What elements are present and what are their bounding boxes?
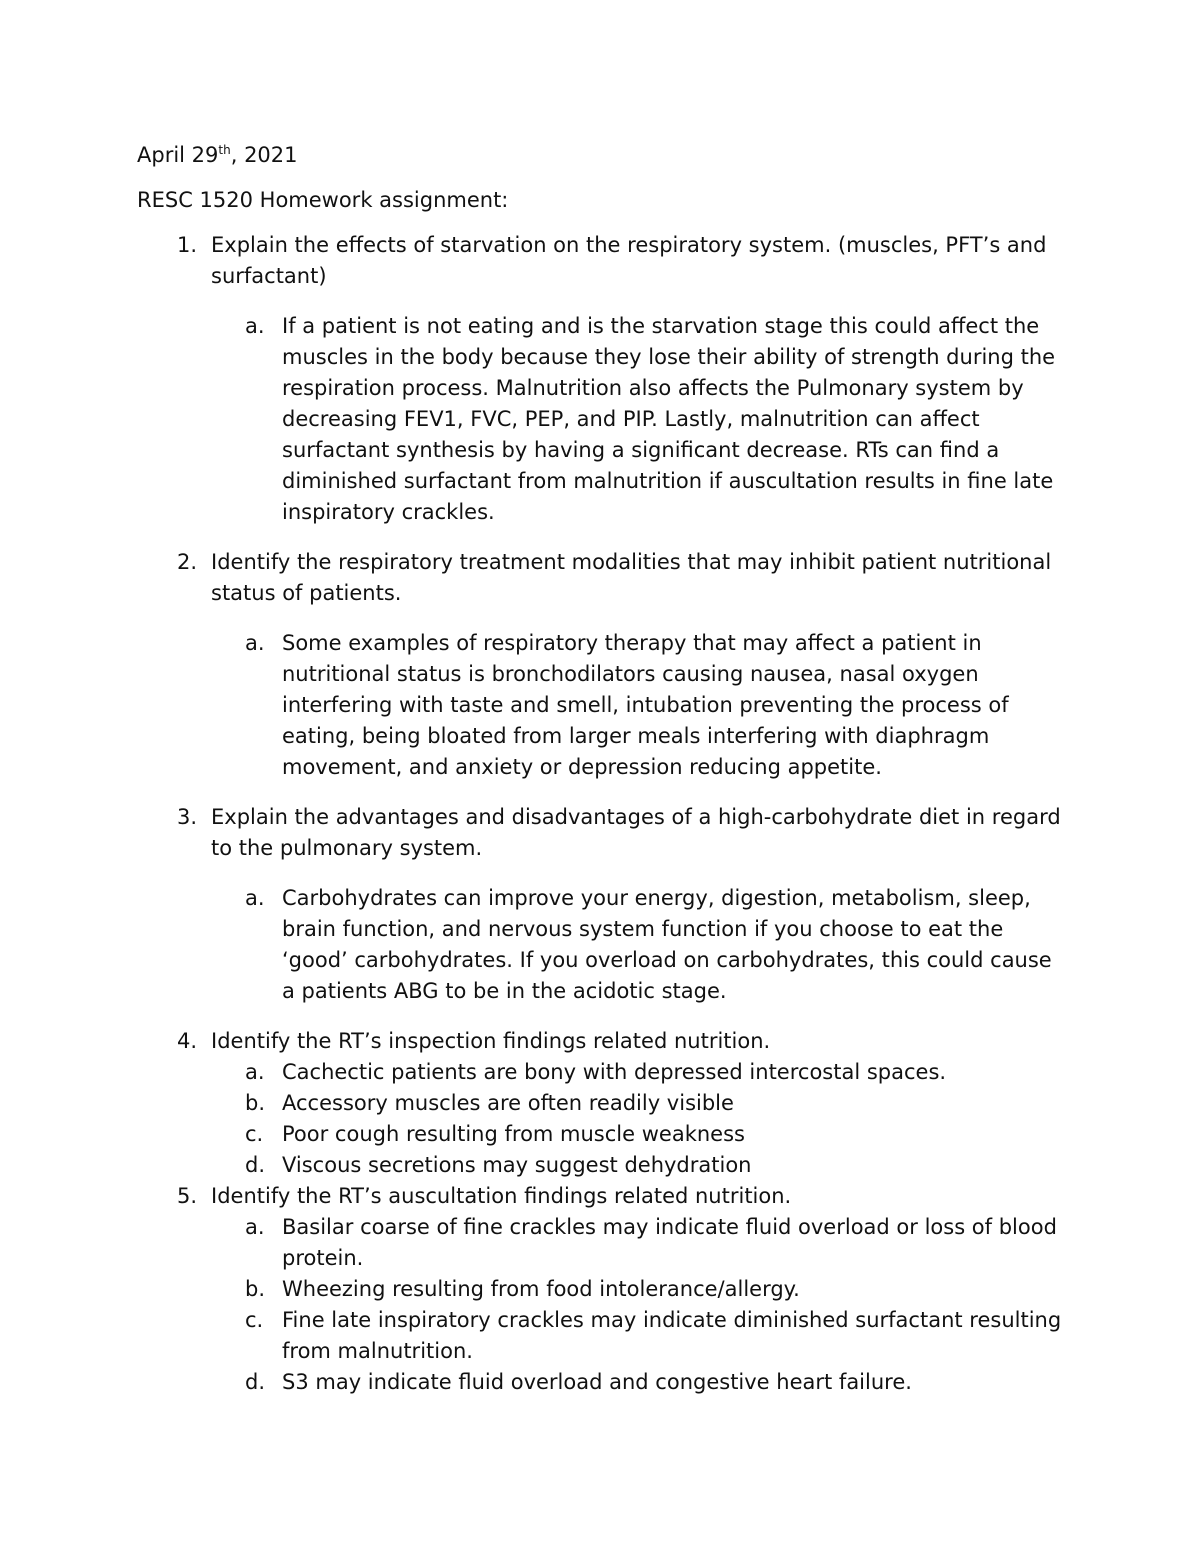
answer-text: Cachectic patients are bony with depressed intercostal spaces. (282, 1060, 947, 1084)
question-number: 3. (177, 805, 198, 829)
answer-text: If a patient is not eating and is the starvation stage this could affect the muscles in the body because they lose their ability of strength during the respiration process. Malnutrition also affects the Pulmonary system by decreasing FEV1, FVC, PEP, and PIP. Lastly, malnutrition can affect surfactant synthesis by having a significant decrease. RTs can find a diminished surfactant from malnutrition if auscultation results in fine late inspiratory crackles. (282, 314, 1056, 524)
question-3 (137, 802, 1062, 864)
assignment-heading: RESC 1520 Homework assignment: (137, 188, 509, 212)
answer-letter: b. (245, 1277, 266, 1301)
answer-letter: c. (245, 1308, 264, 1332)
answer-text: Poor cough resulting from muscle weakness (282, 1122, 745, 1146)
question-1 (137, 230, 1062, 292)
question-2 (137, 547, 1062, 609)
question-number: 1. (177, 233, 198, 257)
answer-4a (137, 1057, 1062, 1088)
document-date (137, 140, 1062, 171)
question-text: Identify the respiratory treatment modalities that may inhibit patient nutritional status of patients. (211, 550, 1052, 605)
answer-text: Basilar coarse of fine crackles may indicate fluid overload or loss of blood protein. (282, 1215, 1057, 1270)
answer-letter: a. (245, 1215, 265, 1239)
question-4 (137, 1026, 1062, 1057)
answer-letter: d. (245, 1153, 266, 1177)
question-number: 5. (177, 1184, 198, 1208)
answer-4b (137, 1088, 1062, 1119)
answer-5a (137, 1212, 1062, 1274)
answer-letter: b. (245, 1091, 266, 1115)
question-text: Identify the RT’s auscultation findings related nutrition. (211, 1184, 792, 1208)
date-month-day: April 29 (137, 143, 219, 167)
answer-3a (137, 883, 1062, 1007)
answer-text: Some examples of respiratory therapy that may affect a patient in nutritional status is bronchodilators causing nausea, nasal oxygen interfering with taste and smell, intubation preventing the process of eating, being bloated from larger meals interfering with diaphragm movement, and anxiety or depression reducing appetite. (282, 631, 1009, 779)
answer-text: S3 may indicate fluid overload and congestive heart failure. (282, 1370, 912, 1394)
answer-5d (137, 1367, 1062, 1398)
answer-text: Fine late inspiratory crackles may indicate diminished surfactant resulting from malnutrition. (282, 1308, 1062, 1363)
question-text: Explain the effects of starvation on the respiratory system. (muscles, PFT’s and surfactant) (211, 233, 1047, 288)
answer-letter: a. (245, 631, 265, 655)
answer-4c (137, 1119, 1062, 1150)
question-text: Explain the advantages and disadvantages of a high-carbohydrate diet in regard to the pulmonary system. (211, 805, 1061, 860)
answer-text: Carbohydrates can improve your energy, digestion, metabolism, sleep, brain function, and nervous system function if you choose to eat the ‘good’ carbohydrates. If you overload on carbohydrates, this could cause a patients ABG to be in the acidotic stage. (282, 886, 1052, 1003)
date-ordinal-suffix: th (218, 143, 231, 157)
answer-text: Wheezing resulting from food intolerance/allergy. (282, 1277, 800, 1301)
answer-2a (137, 628, 1062, 783)
answer-5b (137, 1274, 1062, 1305)
answer-letter: a. (245, 1060, 265, 1084)
question-number: 4. (177, 1029, 198, 1053)
question-5 (137, 1181, 1062, 1212)
question-number: 2. (177, 550, 198, 574)
answer-1a (137, 311, 1062, 528)
answer-text: Accessory muscles are often readily visible (282, 1091, 734, 1115)
answer-letter: a. (245, 314, 265, 338)
document-page (137, 140, 1062, 1398)
answer-4d (137, 1150, 1062, 1181)
question-text: Identify the RT’s inspection findings related nutrition. (211, 1029, 771, 1053)
answer-letter: a. (245, 886, 265, 910)
answer-letter: d. (245, 1370, 266, 1394)
answer-text: Viscous secretions may suggest dehydration (282, 1153, 752, 1177)
date-year: , 2021 (230, 143, 298, 167)
answer-letter: c. (245, 1122, 264, 1146)
answer-5c (137, 1305, 1062, 1367)
